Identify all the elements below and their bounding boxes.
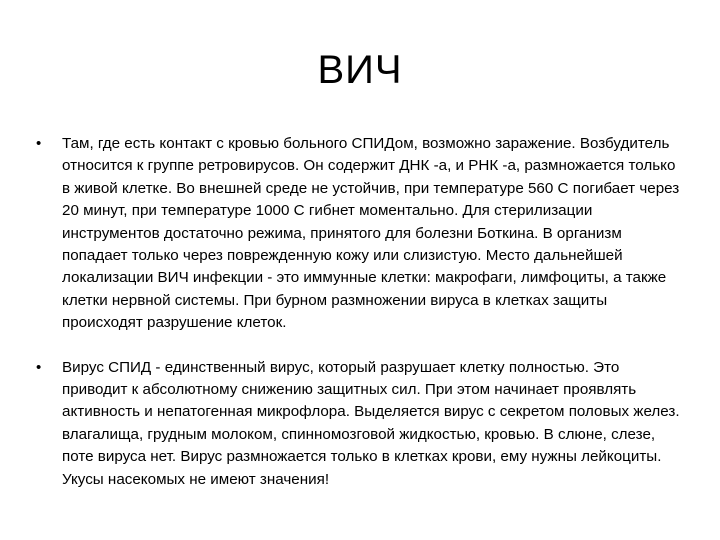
bullet-item xyxy=(34,133,684,335)
bullet-item xyxy=(34,357,684,491)
bullet-text: Вирус СПИД - единственный вирус, который разрушает клетку полностью. Это приводит к абсолютному снижению защитных сил. При этом начинает проявлять активность и непатогенная микрофлора. Выделяется вирус с секретом половых желез. влагалища, грудным молоком, спинномозговой жидкостью, кровью. В слюне, слезе, поте вируса нет. Вирус размножается только в клетках крови, ему нужны лейкоциты. Укусы насекомых не имеют значения! xyxy=(62,358,680,488)
bullet-list xyxy=(34,133,684,513)
bullet-dot-icon: • xyxy=(36,135,42,152)
bullet-dot-icon: • xyxy=(36,358,42,376)
bullet-text: Там, где есть контакт с кровью больного СПИДом, возможно заражение. Возбудитель относится к группе ретровирусов. Он содержит ДНК -а, и РНК -а, размножается только в живой клетке. Во внешней среде не устойчив, при температуре 560 С погибает через 20 минут, при температуре 1000 С гибнет моментально. Для стерилизации инструментов достаточно режима, принятого для болезни Боткина. В организм попадает только через поврежденную кожу или слизистую. Место дальнейшей локализации ВИЧ инфекции - это иммунные клетки: макрофаги, лимфоциты, а также клетки нервной системы. При бурном размножении вируса в клетках защиты происходят разрушение клеток. xyxy=(62,135,680,332)
slide-title: ВИЧ xyxy=(317,48,403,92)
